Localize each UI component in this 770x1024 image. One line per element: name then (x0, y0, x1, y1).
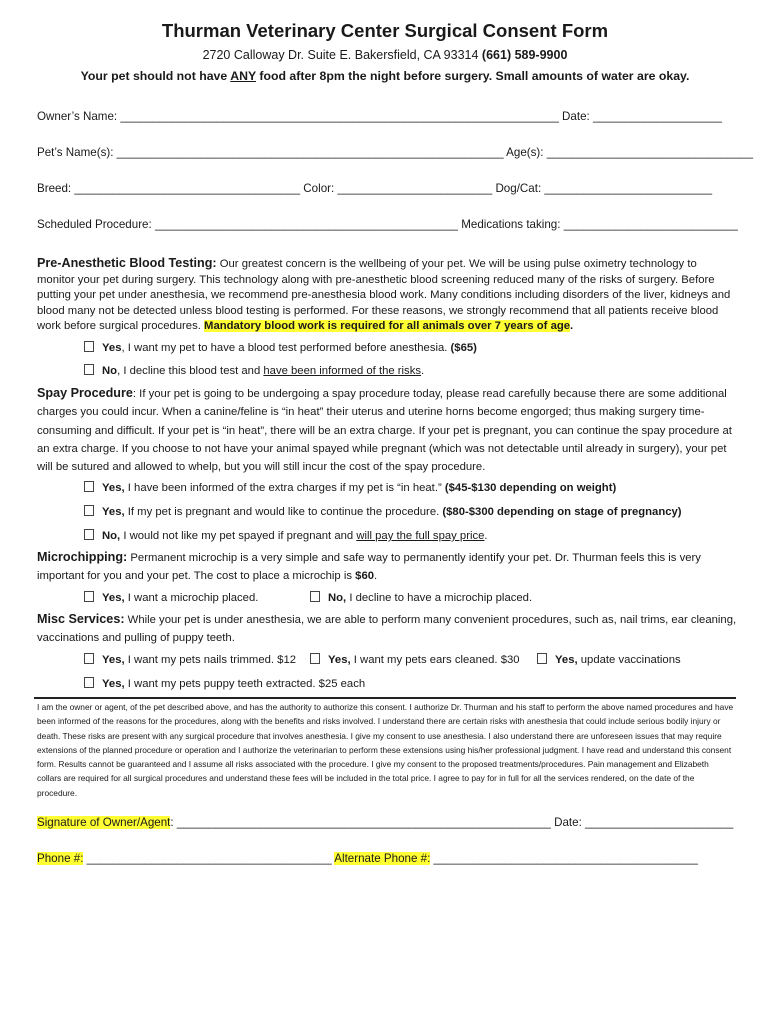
option-text: I would not like my pet spayed if pregnant and (120, 530, 357, 542)
signature-label: Signature of Owner/Agent (37, 816, 171, 829)
blood-heading: Pre-Anesthetic Blood Testing: (37, 256, 217, 270)
owner-date-field[interactable]: Date: ____________________ (562, 110, 722, 123)
warning-pre: Your pet should not have (80, 69, 231, 83)
option-label: Yes, (102, 506, 125, 518)
option-label: Yes, (102, 482, 125, 494)
form-title: Thurman Veterinary Center Surgical Consent Form (161, 20, 609, 41)
alt-phone-field[interactable]: _________________________________________ (430, 852, 698, 865)
procedure-row (37, 218, 738, 231)
spay-decline-option[interactable] (84, 529, 488, 542)
medications-field[interactable]: Medications taking: ___________________________ (461, 218, 738, 231)
misc-body: While your pet is under anesthesia, we are able to perform many convenient procedures, such as, nail trims, ear cleaning, vaccinations and pulling of puppy teeth. (37, 614, 737, 645)
option-label: Yes, (102, 678, 125, 690)
consent-statement: I am the owner or agent, of the pet described above, and has the authority to authorize this consent. I authorize Dr. Thurman and his staff to perform the above named procedures and have been informed of the reasons for the procedures, along with the benefits and risks involved. I understand there are certain risks with anesthesia that could include serious bodily injury or death. These risks are present with any surgical procedure that involves anesthesia. I give my consent to use anesthesia. I also understand there are unforeseen issues that may require extensions of the planned procedure or operation and I authorize the veterinarian to perform these extensions using his/her professional judgment. I have read and understand this consent form. Results cannot be guaranteed and I assume all risks associated with the procedure. I give my consent to the proposed treatments/procedures. Pain management and Elizabeth collars are required for all surgical procedures and understand these fees will be included in the total price. I agree to pay for in full for all the services rendered, on the date of the procedure. (37, 702, 734, 798)
option-underlined: have been informed of the risks (263, 365, 422, 377)
option-text: , I want my pet to have a blood test performed before anesthesia. (121, 342, 451, 354)
option-text: I want my pets nails trimmed. $12 (124, 654, 297, 666)
breed-field[interactable]: Breed: ___________________________________ (37, 182, 301, 195)
checkbox-icon[interactable] (537, 653, 547, 664)
option-text: , I decline this blood test and (117, 365, 264, 377)
option-text: update vaccinations (577, 654, 681, 666)
vaccinations-option[interactable] (537, 653, 681, 666)
blood-yes-option[interactable] (84, 341, 477, 354)
option-label: Yes, (555, 654, 578, 666)
checkbox-icon[interactable] (84, 364, 94, 375)
nails-option[interactable] (84, 653, 296, 666)
alt-phone-label: Alternate Phone #: (334, 852, 431, 865)
clinic-address (0, 48, 770, 62)
spay-pregnant-option[interactable] (84, 505, 682, 518)
option-underlined: will pay the full spay price (356, 530, 485, 542)
option-label: Yes, (102, 654, 125, 666)
misc-heading: Misc Services: (37, 612, 125, 626)
microchip-section (37, 548, 737, 586)
spay-heading: Spay Procedure (37, 386, 133, 400)
microchip-yes-option[interactable] (84, 591, 258, 604)
checkbox-icon[interactable] (84, 529, 94, 540)
mandatory-note: Mandatory blood work is required for all animals over 7 years of age (204, 320, 571, 333)
address-text: 2720 Calloway Dr. Suite E. Bakersfield, CA 93314 (202, 48, 479, 62)
option-end: . (421, 365, 425, 377)
age-field[interactable]: Age(s): ________________________________ (506, 146, 754, 159)
warning-post: food after 8pm the night before surgery. Small amounts of water are okay. (255, 69, 690, 83)
owner-name-row (37, 110, 722, 123)
option-price: ($80-$300 depending on stage of pregnancy) (442, 506, 682, 518)
spay-body: : If your pet is going to be undergoing a spay procedure today, please read carefully because there are some additional charges you could incur. When a canine/feline is “in heat” their uterus and uterine horns become engorged; thus making surgery time-consuming and difficult. If your pet is “in heat”, there will be an extra charge. If your pet is pregnant, you can continue the spay procedure at an extra charge. If you choose to not have your animal spayed while pregnant (which was not detectable until already in surgery), your pet will be sutured and allowed to whelp, but you will still incur the cost of the spay procedure. (37, 388, 732, 474)
phone-label: Phone #: (37, 852, 84, 865)
checkbox-icon[interactable] (84, 677, 94, 688)
option-label: No, (102, 530, 121, 542)
option-text: I decline to have a microchip placed. (346, 592, 533, 604)
checkbox-icon[interactable] (84, 591, 94, 602)
option-label: No (102, 365, 118, 377)
microchip-end: . (374, 570, 378, 583)
blood-no-option[interactable] (84, 364, 424, 377)
teeth-option[interactable] (84, 677, 365, 690)
microchip-price: $60 (355, 570, 375, 583)
phone-row (37, 852, 698, 865)
breed-row (37, 182, 712, 195)
owner-name-field[interactable]: Owner’s Name: ____________________________________________________________________ (37, 110, 559, 123)
signature-row (37, 816, 733, 829)
microchip-heading: Microchipping: (37, 550, 128, 564)
checkbox-icon[interactable] (310, 591, 320, 602)
option-price: ($65) (450, 342, 477, 354)
warning-any: ANY (230, 69, 256, 83)
clinic-phone: (661) 589-9900 (481, 48, 568, 62)
option-price: ($45-$130 depending on weight) (444, 482, 617, 494)
spay-heat-option[interactable] (84, 481, 616, 494)
phone-field[interactable]: ______________________________________ (83, 852, 332, 865)
color-field[interactable]: Color: ________________________ (303, 182, 493, 195)
dogcat-field[interactable]: Dog/Cat: __________________________ (495, 182, 713, 195)
option-text: I want a microchip placed. (124, 592, 259, 604)
procedure-field[interactable]: Scheduled Procedure: _______________________________________________ (37, 218, 458, 231)
microchip-no-option[interactable] (310, 591, 532, 604)
misc-section (37, 610, 737, 648)
microchip-body: Permanent microchip is a very simple and safe way to permanently identify your pet. Dr. Thurman feels this is very important for you and your pet. The cost to place a microchip is (37, 552, 701, 583)
option-label: Yes (102, 342, 122, 354)
option-text: If my pet is pregnant and would like to continue the procedure. (124, 506, 443, 518)
ears-option[interactable] (310, 653, 520, 666)
option-label: Yes, (102, 592, 125, 604)
option-label: No, (328, 592, 347, 604)
section-divider (34, 697, 736, 699)
checkbox-icon[interactable] (84, 341, 94, 352)
option-text: I want my pets puppy teeth extracted. $25 each (124, 678, 366, 690)
blood-body: Our greatest concern is the wellbeing of your pet. We will be using pulse oximetry technology to monitor your pet during surgery. This technology along with pre-anesthetic blood screening reduced many of the risks of surgery. Before putting your pet under anesthesia, we recommend pre-anesthesia blood work. Many conditions including disorders of the liver, kidneys and blood many not be detected unless blood testing is performed. For these reasons, we strongly recommend that all patients receive blood work before surgical procedures. (37, 258, 731, 333)
fasting-warning (0, 69, 770, 83)
option-label: Yes, (328, 654, 351, 666)
signature-field[interactable]: : __________________________________________________________ (170, 816, 551, 829)
checkbox-icon[interactable] (310, 653, 320, 664)
signature-date-field[interactable]: Date: _______________________ (554, 816, 734, 829)
option-text: I want my pets ears cleaned. $30 (350, 654, 520, 666)
option-text: I have been informed of the extra charges if my pet is “in heat.” (124, 482, 445, 494)
spay-section (37, 384, 737, 476)
option-end: . (484, 530, 488, 542)
pet-name-row (37, 146, 753, 159)
checkbox-icon[interactable] (84, 481, 94, 492)
blood-testing-section: Pre-Anesthetic Blood Testing: Our greatest concern is the wellbeing of your pet. We will be using pulse oximetry technology to monitor your pet during surgery. This technology along with pre-anesthetic blood screening reduced many of the risks of surgery. Before putting your pet under anesthesia, we recommend pre-anesthesia blood work. Many conditions including disorders of the liver, kidneys and blood many not be detected unless blood testing is performed. For these reasons, we strongly recommend that all patients receive blood work before surgical procedures. Mandatory blood work is required for all animals over 7 years of age. (37, 256, 731, 333)
checkbox-icon[interactable] (84, 505, 94, 516)
pet-names-field[interactable]: Pet’s Name(s): ____________________________________________________________ (37, 146, 504, 159)
checkbox-icon[interactable] (84, 653, 94, 664)
